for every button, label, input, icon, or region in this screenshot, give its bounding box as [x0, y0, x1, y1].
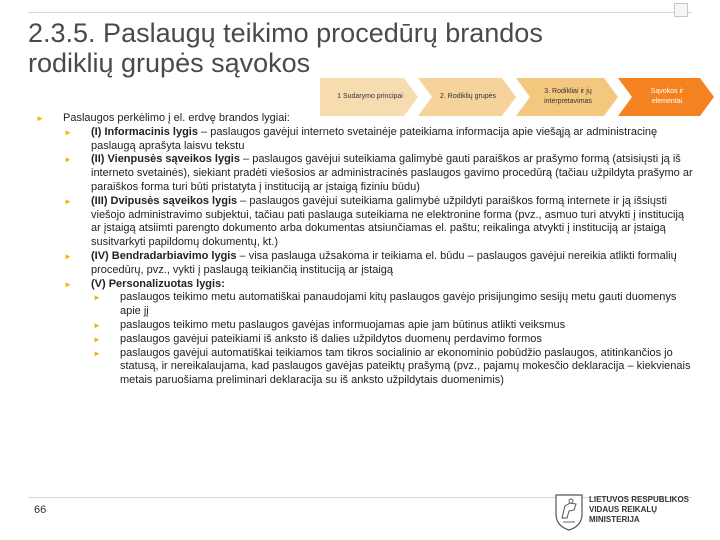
arrow-bullet-icon: ►	[64, 127, 72, 137]
list-item-level-3	[36, 195, 696, 250]
page-number: 66	[34, 504, 47, 516]
arrow-bullet-icon: ►	[64, 196, 72, 206]
personalized-text-2: paslaugos teikimo metu paslaugos gavėjas informuojamas apie jam būtinus atlikti veiksmus	[120, 318, 566, 331]
level-4-name: (IV) Bendradarbiavimo lygis	[91, 249, 237, 262]
arrow-bullet-icon: ►	[93, 348, 101, 358]
intro-text: Paslaugos perkėlimo į el. erdvę brandos lygiai:	[63, 112, 290, 124]
top-divider	[28, 12, 692, 13]
level-5-name: (V) Personalizuotas lygis:	[91, 277, 225, 290]
list-item-level-1	[36, 126, 696, 154]
arrow-bullet-icon: ►	[93, 320, 101, 330]
arrow-bullet-icon: ►	[93, 293, 101, 303]
list-item-personalized-4	[36, 347, 696, 388]
step-2-label: 2. Rodiklių grupės	[439, 93, 497, 100]
level-4-text: – visa paslauga užsakoma ir teikiama el. būdu – paslaugos gavėjui nereikia atlikti formalių procedūrų, pvz., vykti į paslaugą teikiančią instituciją ar įstaigą	[91, 249, 677, 276]
step-4-label: Sąvokos ir elementai	[650, 88, 684, 105]
ministry-logo	[553, 492, 693, 532]
arrow-bullet-icon: ►	[64, 251, 72, 261]
arrow-bullet-icon: ►	[36, 114, 44, 123]
list-item-intro	[36, 112, 696, 126]
list-item-level-2	[36, 153, 696, 194]
ministry-name: LIETUVOS RESPUBLIKOS VIDAUS REIKALŲ MINISTERIJA	[589, 495, 690, 524]
level-1-name: (I) Informacinis lygis	[91, 125, 198, 138]
personalized-text-4: paslaugos gavėjui automatiškai teikiamos tam tikros socialinio ar ekonominio pobūdžio paslaugos, atitinkančios jo statusą, ir nereikalaujama, kad paslaugos gavėjas pateiktų prašymą (pvz., pajamų mokesčio deklaracija – kiekvienais metais paruošiama preliminari deklaracija su iš anksto užpildytais duomenimis)	[120, 346, 691, 387]
arrow-bullet-icon: ►	[64, 155, 72, 165]
level-3-name: (III) Dvipusės sąveikos lygis	[91, 194, 238, 207]
step-3-label: 3. Rodikliai ir jų interpretavimas	[544, 88, 592, 105]
coat-of-arms-icon	[553, 492, 585, 532]
personalized-text-1: paslaugos teikimo metu automatiškai panaudojami kitų paslaugos gavėjo prisijungimo sesijų metu gauti duomenys apie jį	[120, 291, 677, 318]
list-item-level-5	[36, 278, 696, 292]
list-item-level-4	[36, 250, 696, 278]
step-1-label: 1 Sudarymo principai	[337, 93, 403, 100]
page-title-line-2: rodiklių grupės sąvokos	[28, 48, 311, 78]
level-3-text: – paslaugos gavėjui suteikiama galimybė užpildyti paraiškos formą internete ir ją išsiųsti viešojo administravimo subjektui, tačiau pati paslauga suteikiama ne elektronine forma (pvz., asmuo turi atvykti į instituciją ar įstaigą atsiimti parengto dokumento arba dokumentas atsiunčiamas el. paštu; reikalinga atvykti į instituciją ar įstaigą susitvarkyti papildomų dokumentų, kt.)	[91, 194, 685, 249]
level-2-name: (II) Vienpusės sąveikos lygis	[91, 153, 240, 166]
arrow-bullet-icon: ►	[93, 334, 101, 344]
level-1-text: – paslaugos gavėjui interneto svetainėje pateikiama informacija apie viešąją ar administracinę paslaugą aprašyta laisvu tekstu	[91, 125, 658, 152]
content-body	[36, 112, 696, 388]
page-title	[28, 18, 668, 78]
personalized-text-3: paslaugos gavėjui pateikiami iš anksto iš dalies užpildytos duomenų perdavimo formos	[120, 332, 542, 345]
level-2-text: – paslaugos gavėjui suteikiama galimybė gauti paraiškos ar prašymo formą (atsisiųsti ją iš interneto svetainės), siekiant pradėti viešosios ar administracinės paslaugos gavimo procedūrą (tačiau užpildyta prašymo ar paraiškos forma turi būti pristatyta į instituciją ar įstaigą fiziniu būdu)	[91, 153, 693, 193]
page-title-line-1: 2.3.5. Paslaugų teikimo procedūrų brandos	[28, 18, 543, 48]
corner-square-icon	[674, 3, 688, 17]
list-item-personalized-2	[36, 319, 696, 333]
list-item-personalized-3	[36, 333, 696, 347]
arrow-bullet-icon: ►	[64, 279, 72, 289]
list-item-personalized-1	[36, 291, 696, 319]
